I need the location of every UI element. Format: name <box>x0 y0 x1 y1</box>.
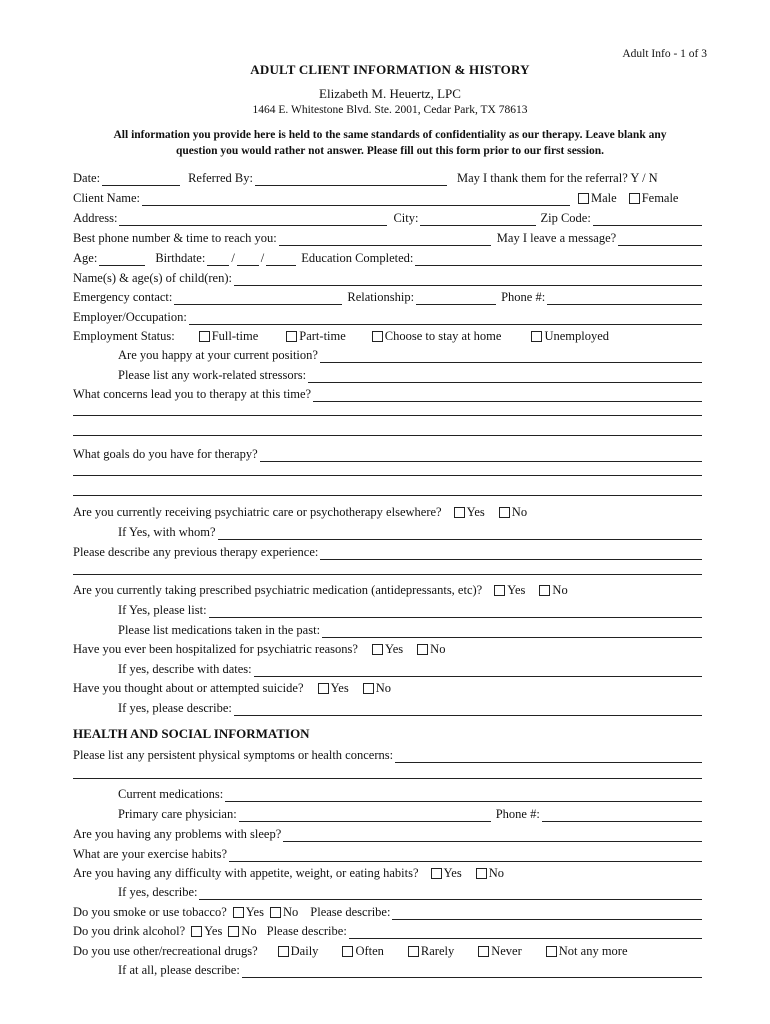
confidentiality-notice: All information you provide here is held to the same standards of confidentiality as our therapy. Leave blank any question you would rather not answer. Please fill out this form prior to our first session. <box>113 129 667 157</box>
education-field[interactable] <box>415 253 702 266</box>
work-stressors-field[interactable] <box>308 370 702 383</box>
row-please-list: If Yes, please list: <box>118 600 702 618</box>
tobacco-yes[interactable]: Yes <box>233 905 264 920</box>
row-work-stressors: Please list any work-related stressors: <box>118 365 702 383</box>
physician-phone-field[interactable] <box>542 809 702 822</box>
tobacco-describe-field[interactable] <box>392 907 702 920</box>
appetite-describe-field[interactable] <box>199 887 702 900</box>
phone-time-field[interactable] <box>279 233 491 246</box>
receiving-care-no[interactable]: No <box>499 505 527 520</box>
drugs-often[interactable]: Often <box>342 944 383 959</box>
sleep-field[interactable] <box>283 829 702 842</box>
health-section-title: HEALTH AND SOCIAL INFORMATION <box>73 726 310 741</box>
row-previous-therapy: Please describe any previous therapy experience: <box>73 542 702 560</box>
birth-day-field[interactable] <box>237 253 259 266</box>
drugs-describe-field[interactable] <box>242 965 702 978</box>
hospitalized-yes[interactable]: Yes <box>372 642 403 657</box>
stay-home-checkbox[interactable]: Choose to stay at home <box>372 329 502 344</box>
client-name-field[interactable] <box>142 193 570 206</box>
row-client-name: Client Name: Male Female <box>73 191 679 205</box>
row-happy-position: Are you happy at your current position? <box>118 345 702 363</box>
row-age: Age: Birthdate: / / Education Completed: <box>73 248 702 266</box>
male-checkbox[interactable]: Male <box>578 191 617 206</box>
row-taking-medication: Are you currently taking prescribed psychiatric medication (antidepressants, etc)? Yes No <box>73 583 568 597</box>
symptoms-field[interactable] <box>395 750 702 763</box>
birth-month-field[interactable] <box>207 253 229 266</box>
row-emergency: Emergency contact: Relationship: Phone #: <box>73 287 702 305</box>
emergency-phone-field[interactable] <box>547 292 702 305</box>
emergency-contact-field[interactable] <box>174 292 342 305</box>
alcohol-describe-field[interactable] <box>349 926 702 939</box>
medication-yes[interactable]: Yes <box>494 583 525 598</box>
alcohol-yes[interactable]: Yes <box>191 924 222 939</box>
therapist-address: 1464 E. Whitestone Blvd. Ste. 2001, Cedar Park, TX 78613 <box>252 104 528 116</box>
row-exercise: What are your exercise habits? <box>73 844 702 862</box>
drugs-rarely[interactable]: Rarely <box>408 944 454 959</box>
row-suicide-describe: If yes, please describe: <box>118 698 702 716</box>
exercise-field[interactable] <box>229 849 702 862</box>
appetite-yes[interactable]: Yes <box>431 866 462 881</box>
suicide-yes[interactable]: Yes <box>318 681 349 696</box>
receiving-care-yes[interactable]: Yes <box>454 505 485 520</box>
concerns-field[interactable] <box>313 389 702 402</box>
row-children: Name(s) & age(s) of child(ren): <box>73 268 702 286</box>
happy-position-field[interactable] <box>320 350 702 363</box>
row-concerns: What concerns lead you to therapy at this time? <box>73 384 702 402</box>
goals-line-2[interactable] <box>73 475 702 476</box>
suicide-describe-field[interactable] <box>234 703 702 716</box>
row-drugs: Do you use other/recreational drugs? Daily Often Rarely Never Not any more <box>73 944 628 958</box>
drugs-daily[interactable]: Daily <box>278 944 319 959</box>
age-field[interactable] <box>99 253 145 266</box>
city-field[interactable] <box>420 213 536 226</box>
hospitalized-no[interactable]: No <box>417 642 445 657</box>
past-meds-field[interactable] <box>322 625 702 638</box>
previous-therapy-line-2[interactable] <box>73 574 702 575</box>
primary-care-field[interactable] <box>239 809 491 822</box>
children-field[interactable] <box>234 273 702 286</box>
row-address: Address: City: Zip Code: <box>73 208 702 226</box>
form-title: ADULT CLIENT INFORMATION & HISTORY <box>250 62 530 77</box>
row-symptoms: Please list any persistent physical symptoms or health concerns: <box>73 745 702 763</box>
row-suicide: Have you thought about or attempted suicide? Yes No <box>73 681 391 695</box>
female-checkbox[interactable]: Female <box>629 191 679 206</box>
row-employer: Employer/Occupation: <box>73 307 702 325</box>
row-current-meds: Current medications: <box>118 784 702 802</box>
leave-message-field[interactable] <box>618 233 702 246</box>
medication-list-field[interactable] <box>209 605 702 618</box>
row-drugs-describe: If at all, please describe: <box>118 960 702 978</box>
row-phone: Best phone number & time to reach you: May I leave a message? <box>73 228 702 246</box>
row-tobacco: Do you smoke or use tobacco? Yes No Please describe: <box>73 902 702 920</box>
referred-by-field[interactable] <box>255 173 447 186</box>
row-goals: What goals do you have for therapy? <box>73 444 702 462</box>
employer-field[interactable] <box>189 312 702 325</box>
describe-dates-field[interactable] <box>254 664 702 677</box>
zip-field[interactable] <box>593 213 702 226</box>
row-date: Date: Referred By: May I thank them for the referral? Y / N <box>73 171 658 185</box>
appetite-no[interactable]: No <box>476 866 504 881</box>
medication-no[interactable]: No <box>539 583 567 598</box>
thank-referral-question[interactable]: May I thank them for the referral? Y / N <box>456 171 658 185</box>
row-sleep: Are you having any problems with sleep? <box>73 824 702 842</box>
goals-field[interactable] <box>260 449 702 462</box>
drugs-never[interactable]: Never <box>478 944 522 959</box>
part-time-checkbox[interactable]: Part-time <box>286 329 346 344</box>
suicide-no[interactable]: No <box>363 681 391 696</box>
row-past-meds: Please list medications taken in the past: <box>118 620 702 638</box>
row-appetite-describe: If yes, describe: <box>118 882 702 900</box>
current-meds-field[interactable] <box>225 789 702 802</box>
therapist-name: Elizabeth M. Heuertz, LPC <box>319 86 461 101</box>
date-field[interactable] <box>102 173 180 186</box>
row-hospitalized: Have you ever been hospitalized for psychiatric reasons? Yes No <box>73 642 446 656</box>
row-describe-dates: If yes, describe with dates: <box>118 659 702 677</box>
row-receiving-care: Are you currently receiving psychiatric care or psychotherapy elsewhere? Yes No <box>73 505 528 519</box>
goals-line-3[interactable] <box>73 495 702 496</box>
drugs-not-any-more[interactable]: Not any more <box>546 944 628 959</box>
row-appetite: Are you having any difficulty with appetite, weight, or eating habits? Yes No <box>73 866 504 880</box>
alcohol-no[interactable]: No <box>228 924 256 939</box>
row-with-whom: If Yes, with whom? <box>118 522 702 540</box>
with-whom-field[interactable] <box>218 527 702 540</box>
birth-year-field[interactable] <box>266 253 296 266</box>
row-alcohol: Do you drink alcohol? Yes No Please describe: <box>73 921 702 939</box>
row-employment-status: Employment Status: Full-time Part-time Choose to stay at home Unemployed <box>73 329 610 343</box>
concerns-line-3[interactable] <box>73 435 702 436</box>
relationship-field[interactable] <box>416 292 496 305</box>
address-field[interactable] <box>119 213 387 226</box>
concerns-line-2[interactable] <box>73 415 702 416</box>
full-time-checkbox[interactable]: Full-time <box>199 329 259 344</box>
row-primary-care: Primary care physician: Phone #: <box>118 804 702 822</box>
tobacco-no[interactable]: No <box>270 905 298 920</box>
symptoms-line-2[interactable] <box>73 778 702 779</box>
unemployed-checkbox[interactable]: Unemployed <box>531 329 609 344</box>
previous-therapy-field[interactable] <box>320 547 702 560</box>
page-number: Adult Info - 1 of 3 <box>622 48 707 60</box>
